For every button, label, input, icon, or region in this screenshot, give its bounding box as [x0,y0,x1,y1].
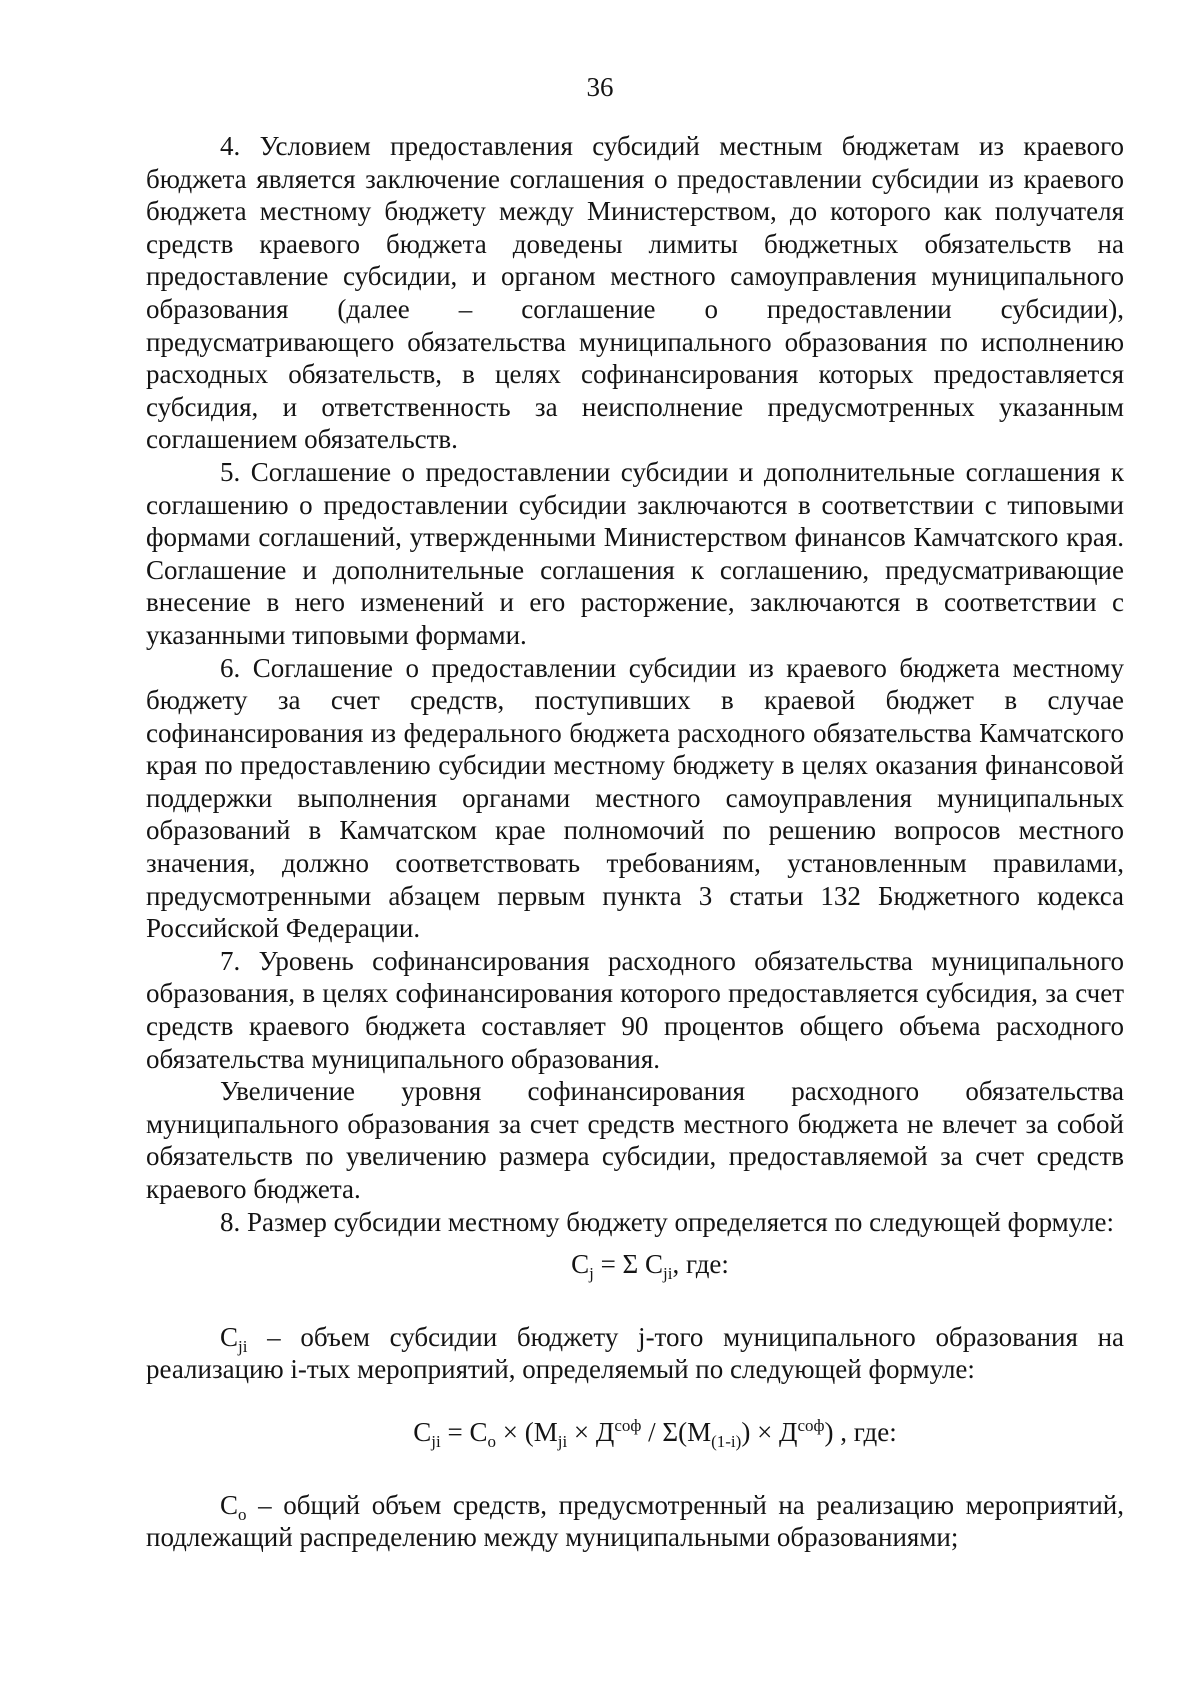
formula2-c-subscript: ji [431,1431,441,1451]
formula2-d2-superscript: соф [797,1415,825,1435]
formula2-d-superscript: соф [614,1415,642,1435]
document-body [146,130,1124,1554]
formula1-lhs-subscript: j [589,1264,594,1284]
formula1-tail: , где: [672,1249,729,1280]
definition-co [146,1489,1124,1554]
formula2-part3: / Σ(M [641,1416,712,1447]
definition-co-text: – общий объем средств, предусмотренный на реализацию мероприятий, подлежащий распределению между муниципальными образованиями; [146,1489,1124,1553]
formula1-lhs: C [571,1249,590,1280]
definition-cji-text: – объем субсидии бюджету j-того муниципального образования на реализацию i-тых мероприятий, определяемый по следующей формуле: [146,1321,1124,1385]
formula2-part4: ) × Д [741,1416,798,1447]
formula1-rhs-subscript: ji [663,1264,673,1284]
formula2-tail: ) , где: [824,1416,897,1447]
formula2-m2-subscript: (1-i) [711,1431,742,1451]
definition-co-subscript: o [238,1504,247,1524]
paragraph-4: 4. Условием предоставления субсидий местным бюджетам из краевого бюджета является заключение соглашения о предоставлении субсидии из краевого бюджета местному бюджету между Министерством, до которого как получателя средств краевого бюджета доведены лимиты бюджетных обязательств на предоставление субсидии, и органом местного самоуправления муниципального образования (далее – соглашение о предоставлении субсидии), предусматривающего обязательства муниципального образования по исполнению расходных обязательств, в целях софинансирования которых предоставляется субсидия, и ответственность за неисполнение предусмотренных указанным соглашением обязательств. [146,131,1124,455]
formula2-c: C [413,1416,432,1447]
page-number: 36 [586,72,614,102]
formula-total-subsidy [146,1248,1124,1284]
paragraph-7-continued: Увеличение уровня софинансирования расходного обязательства муниципального образования за счет средств местного бюджета не влечет за собой обязательств по увеличению размера субсидии, предоставляемой за счет средств краевого бюджета. [146,1076,1124,1204]
formula2-part1: × (M [495,1416,558,1447]
definition-cji-symbol: C [220,1321,239,1352]
definition-cji [146,1321,1124,1386]
paragraph-7: 7. Уровень софинансирования расходного обязательства муниципального образования, в целях софинансирования которого предоставляется субсидия, за счет средств краевого бюджета составляет 90 процентов общего объема расходного обязательства муниципального образования. [146,945,1124,1074]
formula2-part2: × Д [567,1416,615,1447]
formula2-o-subscript: o [487,1431,496,1451]
formula2-eq: = C [440,1416,488,1447]
paragraph-5: 5. Соглашение о предоставлении субсидии и дополнительные соглашения к соглашению о предоставлении субсидии заключаются в соответствии с типовыми формами соглашений, утвержденными Министерством финансов Камчатского края. Соглашение и дополнительные соглашения к соглашению, предусматривающие внесение в него изменений и его расторжение, заключаются в соответствии с указанными типовыми формами. [146,456,1124,650]
paragraph-6: 6. Соглашение о предоставлении субсидии из краевого бюджета местному бюджету за счет средств, поступивших в краевой бюджет в случае софинансирования из федерального бюджета расходного обязательства Камчатского края по предоставлению субсидии местному бюджету в целях оказания финансовой поддержки выполнения органами местного самоуправления муниципальных образований в Камчатском крае полномочий по решению вопросов местного значения, должно соответствовать требованиям, установленным правилами, предусмотренными абзацем первым пункта 3 статьи 132 Бюджетного кодекса Российской Федерации. [146,652,1124,944]
formula2-m-subscript: ji [557,1431,568,1451]
definition-cji-subscript: ji [238,1336,248,1356]
formula1-sum: = Σ C [593,1249,664,1280]
formula-subsidy-per-municipality [146,1416,1124,1449]
definition-co-symbol: C [220,1489,239,1520]
paragraph-8: 8. Размер субсидии местному бюджету определяется по следующей формуле: [220,1206,1115,1237]
